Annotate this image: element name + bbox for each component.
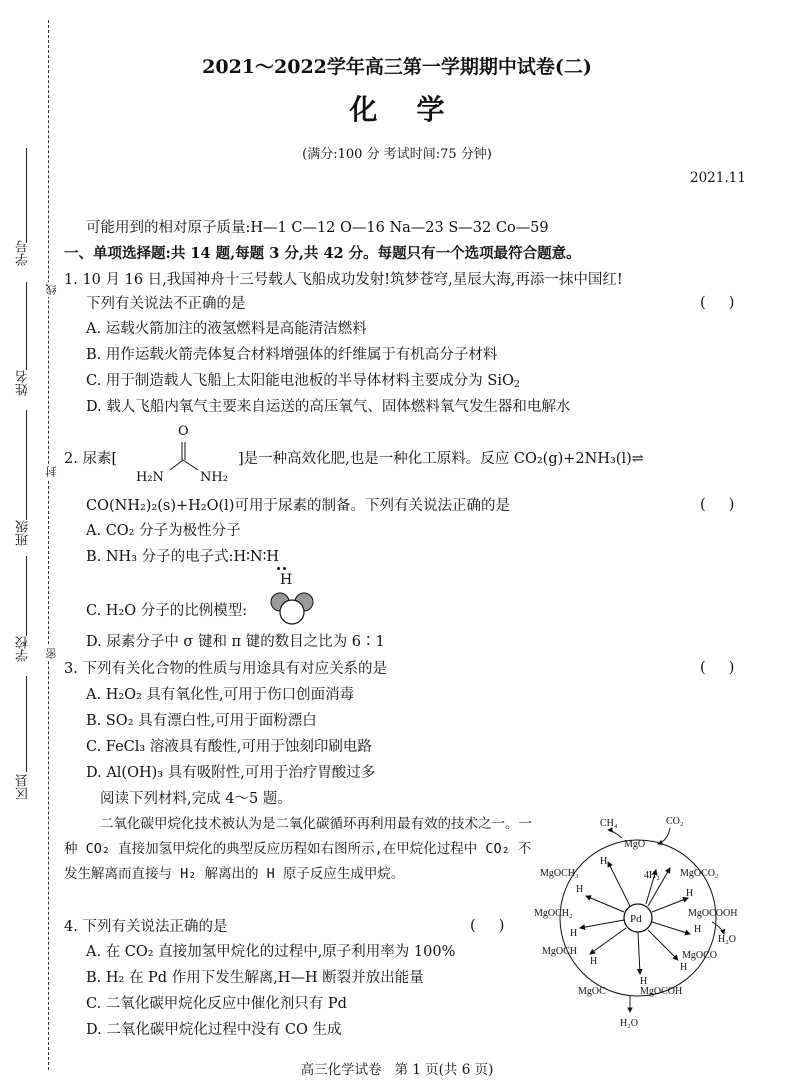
- species-mgocooh: MgOCOOH: [688, 908, 738, 919]
- subject-title: 化 学: [349, 93, 445, 126]
- pd-label: Pd: [630, 913, 642, 925]
- nh3-bottom-h: H: [280, 572, 293, 588]
- methanation-mechanism-diagram: [530, 812, 760, 1034]
- species-mgocoh: MgOCOH: [640, 986, 683, 997]
- ch4-label: CH₄: [600, 818, 618, 829]
- urea-structure: [136, 424, 248, 492]
- binding-cut-line: [48, 20, 49, 1070]
- q3-option-b: B. SO₂ 具有漂白性,可用于面粉漂白: [86, 713, 317, 729]
- q2-option-b: B. NH₃ 分子的电子式:H∶N∶H: [86, 549, 280, 565]
- cut-char-secret: 密: [45, 648, 58, 659]
- school-line: [26, 556, 27, 636]
- species-mgoch3: MgOCH₃: [540, 868, 579, 879]
- margin-label-school: 学校: [16, 636, 31, 662]
- species-mgo: MgO: [624, 839, 646, 850]
- q1-stem-line2: 下列有关说法不正确的是: [86, 296, 246, 312]
- q1-option-b: B. 用作运载火箭壳体复合材料增强体的纤维属于有机高分子材料: [86, 347, 498, 363]
- q3-answer-paren[interactable]: ( ): [700, 660, 735, 676]
- species-mgoch2: MgOCH₂: [534, 908, 573, 919]
- urea-left-group: H₂N: [136, 470, 164, 485]
- name-line: [26, 282, 27, 370]
- h-atom-label: H: [686, 888, 694, 899]
- h2-label: 4H₂: [644, 870, 660, 881]
- q4-answer-paren[interactable]: ( ): [470, 918, 505, 934]
- class-line: [26, 410, 27, 520]
- q2-option-d: D. 尿素分子中 σ 键和 π 键的数目之比为 6∶1: [86, 634, 385, 650]
- q2-option-c: C. H₂O 分子的比例模型:: [86, 603, 248, 619]
- q1-option-a: A. 运载火箭加注的液氢燃料是高能清洁燃料: [86, 321, 367, 337]
- q1-option-c: C. 用于制造载人飞船上太阳能电池板的半导体材料主要成分为 SiO$_2$: [86, 373, 520, 390]
- q4-stem: 4. 下列有关说法正确的是: [64, 919, 228, 935]
- cut-char-seal: 封: [45, 466, 58, 477]
- q1-answer-paren[interactable]: ( ): [700, 295, 735, 311]
- reading-passage: 二氧化碳甲烷化技术被认为是二氧化碳循环再利用最有效的技术之一。一种 CO₂ 直接加氢甲烷化的典型反应历程如右图所示,在甲烷化过程中 CO₂ 不发生解离而直接与 H₂ 解离出的 H 原子反应生成甲烷。: [64, 816, 532, 882]
- q3-stem: 3. 下列有关化合物的性质与用途具有对应关系的是: [64, 661, 387, 677]
- q2-prefix: 2. 尿素[: [64, 451, 118, 467]
- urea-right-group: NH₂: [200, 470, 228, 485]
- h-atom-label: H: [590, 956, 598, 967]
- q4-option-a: A. 在 CO₂ 直接加氢甲烷化的过程中,原子利用率为 100%: [86, 944, 456, 960]
- q2-stem-line2: CO(NH₂)₂(s)+H₂O(l)可用于尿素的制备。下列有关说法正确的是: [86, 498, 510, 514]
- species-mgoc: MgOC: [578, 986, 606, 997]
- margin-label-name: 姓名: [16, 370, 31, 396]
- q1-stem-line1: 1. 10 月 16 日,我国神舟十三号载人飞船成功发射!筑梦苍穹,星辰大海,再添一抹中国红!: [64, 272, 623, 288]
- q3-option-d: D. Al(OH)₃ 具有吸附性,可用于治疗胃酸过多: [86, 765, 376, 781]
- co2-label: CO₂: [666, 816, 684, 827]
- species-mgoch: MgOCH: [542, 946, 578, 957]
- q4-option-c: C. 二氧化碳甲烷化反应中催化剂只有 Pd: [86, 996, 347, 1012]
- lone-pair-dot: [277, 567, 280, 570]
- q4-option-d: D. 二氧化碳甲烷化过程中没有 CO 生成: [86, 1022, 342, 1038]
- h2o-bottom-label: H₂O: [620, 1018, 638, 1029]
- exam-title: 2021～2022学年高三第一学期期中试卷(二): [202, 56, 592, 78]
- q1-option-d: D. 载人飞船内氧气主要来自运送的高压氧气、固体燃料氧气发生器和电解水: [86, 399, 571, 415]
- h-atom-label: H: [600, 856, 608, 867]
- lone-pair-dot: [283, 567, 286, 570]
- q2-option-a: A. CO₂ 分子为极性分子: [86, 523, 241, 539]
- reading-instruction: 阅读下列材料,完成 4～5 题。: [100, 791, 292, 807]
- h-atom-label: H: [570, 928, 578, 939]
- h-atom-label: H: [576, 884, 584, 895]
- exam-info: (满分:100 分 考试时间:75 分钟): [302, 147, 492, 162]
- atomic-masses: 可能用到的相对原子质量:H—1 C—12 O—16 Na—23 S—32 Co—59: [86, 220, 549, 236]
- h-atom-label: H: [640, 976, 648, 987]
- h2o-out-label: H₂O: [718, 934, 736, 945]
- cut-char-line: 线: [45, 284, 58, 295]
- urea-oxygen: O: [178, 424, 189, 439]
- species-mgoco2: MgOCO₂: [680, 868, 719, 879]
- q4-option-b: B. H₂ 在 Pd 作用下发生解离,H—H 断裂并放出能量: [86, 970, 424, 986]
- page-footer: 高三化学试卷 第 1 页(共 6 页): [300, 1062, 494, 1078]
- h-atom-label: H: [680, 962, 688, 973]
- q3-option-a: A. H₂O₂ 具有氧化性,可用于伤口创面消毒: [86, 687, 355, 703]
- margin-label-class: 班级: [16, 520, 31, 546]
- species-mgoco: MgOCO: [682, 950, 718, 961]
- margin-label-district: 区县: [16, 774, 31, 800]
- q2-answer-paren[interactable]: ( ): [700, 497, 735, 513]
- water-space-filling-model: [268, 590, 316, 626]
- q2-stem-suffix: ]是一种高效化肥,也是一种化工原料。反应 CO₂(g)+2NH₃(l)⇌: [238, 451, 644, 467]
- q3-option-c: C. FeCl₃ 溶液具有酸性,可用于蚀刻印刷电路: [86, 739, 372, 755]
- h-atom-label: H: [694, 924, 702, 935]
- section-heading: 一、单项选择题:共 14 题,每题 3 分,共 42 分。每题只有一个选项最符合题意。: [64, 245, 581, 262]
- student-id-line: [26, 148, 27, 243]
- exam-date: 2021.11: [690, 170, 746, 186]
- district-line: [26, 676, 27, 772]
- margin-label-student-id: 学号: [16, 240, 31, 266]
